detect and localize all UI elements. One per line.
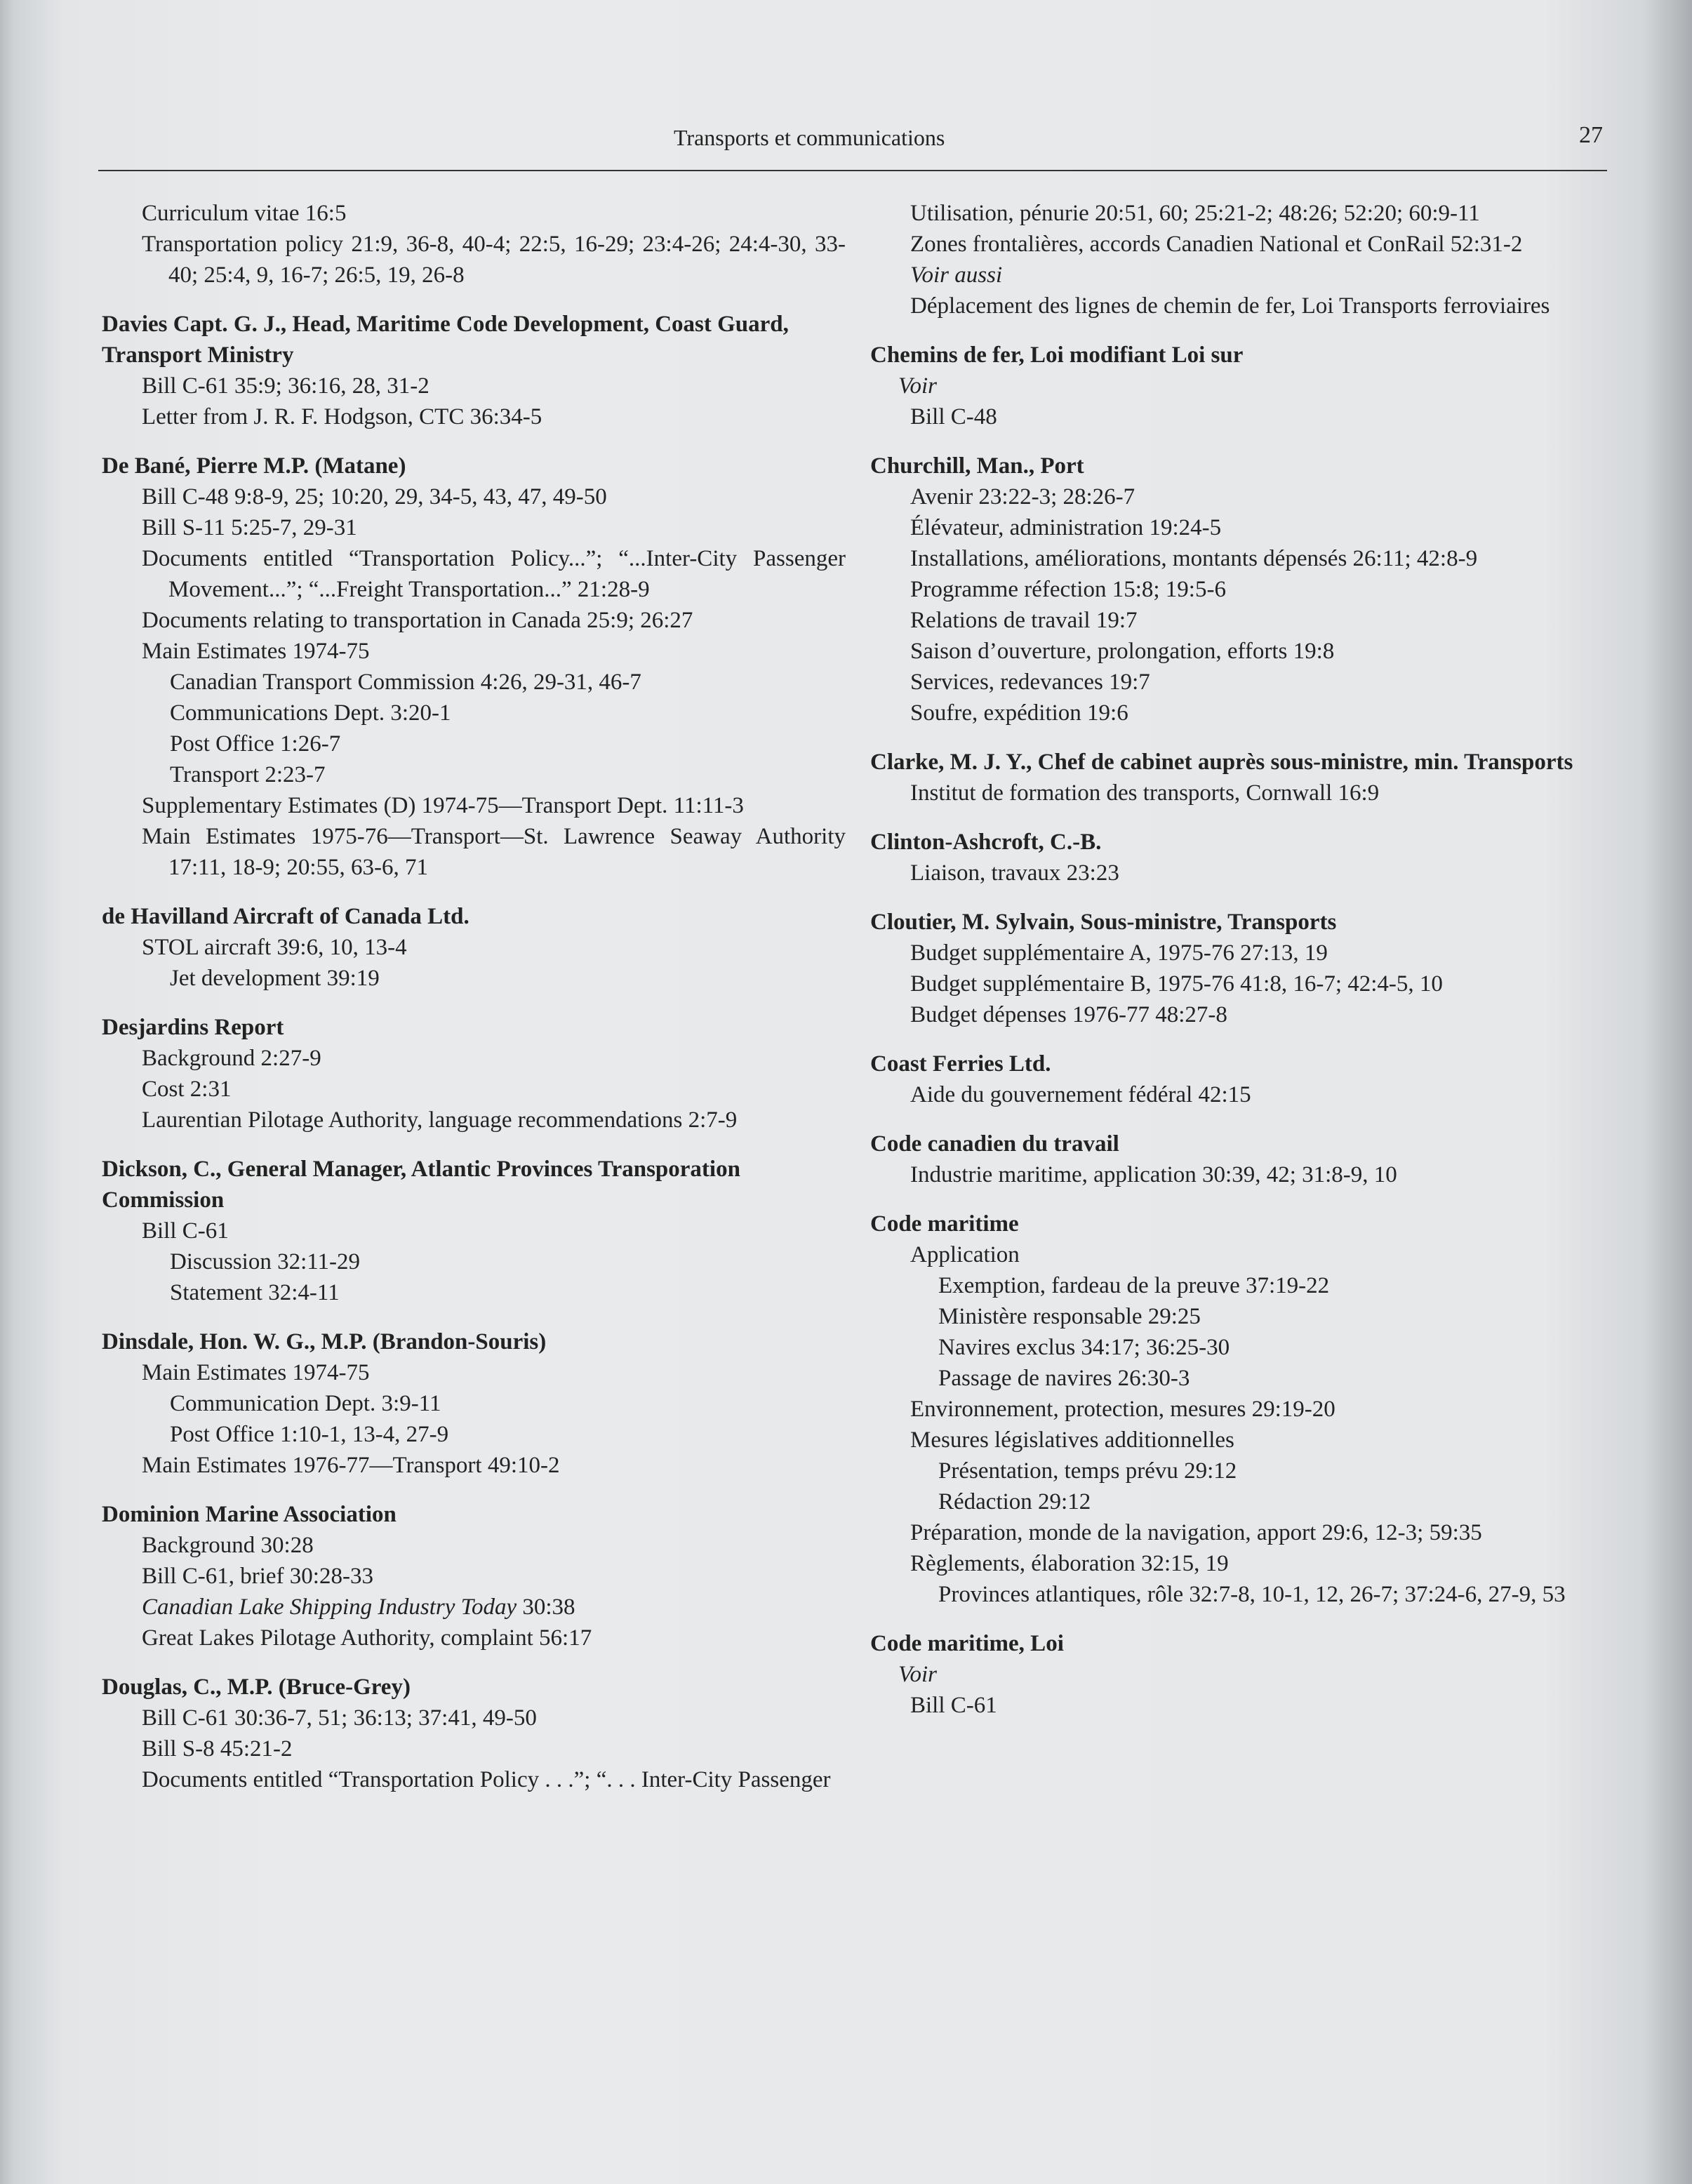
index-subentry: Great Lakes Pilotage Authority, complaint 56:17	[142, 1625, 592, 1651]
index-entry	[102, 1326, 846, 1481]
index-subentry: Budget supplémentaire A, 1975-76 27:13, 19	[910, 940, 1328, 966]
index-entry-heading: Cloutier, M. Sylvain, Sous-ministre, Transports	[870, 910, 1337, 935]
page-number: 27	[1579, 122, 1603, 148]
index-subentry: Main Estimates 1974-75	[142, 639, 370, 664]
index-subentry: Relations de travail 19:7	[910, 608, 1138, 633]
index-entry	[870, 198, 1607, 321]
index-subsubentry: Rédaction 29:12	[938, 1489, 1091, 1514]
index-entry	[102, 309, 846, 432]
index-entry	[102, 1499, 846, 1653]
index-entry	[870, 1048, 1607, 1110]
index-subentry: Bill S-8 45:21-2	[142, 1736, 293, 1762]
index-subsubentry: Présentation, temps prévu 29:12	[938, 1458, 1237, 1484]
index-subentry: Bill C-48	[910, 404, 997, 430]
index-subentry: Background 30:28	[142, 1533, 314, 1558]
index-subentry: Services, redevances 19:7	[910, 670, 1150, 695]
index-subentry: Documents entitled “Transportation Policy . . .”; “. . . Inter-City Passenger	[142, 1767, 831, 1792]
index-subentry: Règlements, élaboration 32:15, 19	[910, 1551, 1229, 1576]
index-entry-heading: Douglas, C., M.P. (Bruce-Grey)	[102, 1674, 411, 1700]
index-subsubentry: Transport 2:23-7	[170, 762, 326, 787]
index-subentry: Cost 2:31	[142, 1077, 232, 1102]
left-column	[102, 198, 846, 1813]
index-subentry: Canadian Lake Shipping Industry Today 30:38	[142, 1594, 575, 1620]
index-entry	[870, 1628, 1607, 1721]
index-entry-heading: Clinton-Ashcroft, C.-B.	[870, 830, 1102, 855]
index-entry-heading: Code maritime	[870, 1211, 1019, 1237]
index-subentry: Voir aussi	[910, 262, 1003, 288]
index-subentry: Bill C-61	[910, 1693, 997, 1718]
index-subsubentry: Communications Dept. 3:20-1	[170, 700, 451, 726]
index-subsubentry: Provinces atlantiques, rôle 32:7-8, 10-1, 12, 26-7; 37:24-6, 27-9, 53	[938, 1582, 1566, 1607]
index-entry-heading: Churchill, Man., Port	[870, 453, 1084, 479]
index-subentry: Environnement, protection, mesures 29:19-20	[910, 1397, 1335, 1422]
index-subsubentry: Canadian Transport Commission 4:26, 29-31, 46-7	[170, 670, 641, 695]
index-entry-heading: Clarke, M. J. Y., Chef de cabinet auprès sous-ministre, min. Transports	[870, 750, 1573, 775]
index-entry	[870, 907, 1607, 1030]
right-column	[870, 198, 1607, 1739]
index-subentry: Documents entitled “Transportation Policy...”; “...Inter-City Passenger Movement...”; “...Freight Transportation...” 21:28-9	[142, 546, 846, 602]
index-subsubentry: Passage de navires 26:30-3	[938, 1366, 1190, 1391]
index-subentry: Aide du gouvernement fédéral 42:15	[910, 1082, 1251, 1107]
index-subentry: Application	[910, 1242, 1020, 1267]
index-entry	[102, 198, 846, 291]
index-entry	[870, 1208, 1607, 1610]
index-subentry: Bill C-61 35:9; 36:16, 28, 31-2	[142, 373, 429, 399]
index-subentry: Main Estimates 1975-76—Transport—St. Lawrence Seaway Authority 17:11, 18-9; 20:55, 63-6, 71	[142, 824, 846, 880]
index-subsubentry: Exemption, fardeau de la preuve 37:19-22	[938, 1273, 1330, 1298]
index-subsubentry: Ministère responsable 29:25	[938, 1304, 1201, 1329]
index-subentry: Supplementary Estimates (D) 1974-75—Transport Dept. 11:11-3	[142, 793, 744, 818]
index-subsubentry: Post Office 1:26-7	[170, 731, 341, 757]
index-entry-heading: Code maritime, Loi	[870, 1631, 1064, 1656]
index-subsubentry: Statement 32:4-11	[170, 1280, 340, 1305]
index-subentry: Préparation, monde de la navigation, apport 29:6, 12-3; 59:35	[910, 1520, 1482, 1545]
index-subentry: Bill C-61, brief 30:28-33	[142, 1564, 373, 1589]
index-subsubentry: Communication Dept. 3:9-11	[170, 1391, 441, 1416]
index-subentry: Letter from J. R. F. Hodgson, CTC 36:34-5	[142, 404, 542, 430]
index-entry-heading: Dinsdale, Hon. W. G., M.P. (Brandon-Souris)	[102, 1329, 547, 1354]
index-subentry: Budget dépenses 1976-77 48:27-8	[910, 1002, 1227, 1027]
index-entry	[870, 340, 1607, 432]
index-entry-heading: Davies Capt. G. J., Head, Maritime Code Development, Coast Guard, Transport Ministry	[102, 312, 789, 368]
index-subentry: Institut de formation des transports, Cornwall 16:9	[910, 780, 1380, 806]
index-subentry: Soufre, expédition 19:6	[910, 700, 1128, 726]
index-subentry: Mesures législatives additionnelles	[910, 1427, 1234, 1453]
index-subentry: Élévateur, administration 19:24-5	[910, 515, 1222, 540]
index-subentry: Bill C-48 9:8-9, 25; 10:20, 29, 34-5, 43, 47, 49-50	[142, 484, 607, 510]
header-rule	[98, 170, 1607, 171]
index-subentry: Programme réfection 15:8; 19:5-6	[910, 577, 1226, 602]
index-subentry: Voir	[898, 1662, 938, 1687]
index-subentry: Avenir 23:22-3; 28:26-7	[910, 484, 1135, 510]
index-entry	[870, 827, 1607, 888]
index-subentry: Main Estimates 1976-77—Transport 49:10-2	[142, 1453, 560, 1478]
index-subentry: Industrie maritime, application 30:39, 42; 31:8-9, 10	[910, 1162, 1397, 1187]
running-head: Transports et communications	[674, 125, 945, 150]
index-subentry: Zones frontalières, accords Canadien National et ConRail 52:31-2	[910, 232, 1523, 257]
index-entry	[870, 1128, 1607, 1190]
index-subentry: Transportation policy 21:9, 36-8, 40-4; 22:5, 16-29; 23:4-26; 24:4-30, 33-40; 25:4, 9, 16-7; 26:5, 19, 26-8	[142, 232, 846, 288]
index-subsubentry: Discussion 32:11-29	[170, 1249, 361, 1274]
index-subentry: Bill C-61	[142, 1218, 229, 1244]
index-entry	[870, 451, 1607, 728]
index-entry-heading: Desjardins Report	[102, 1015, 284, 1040]
index-subentry: Saison d’ouverture, prolongation, efforts 19:8	[910, 639, 1335, 664]
index-subentry: Utilisation, pénurie 20:51, 60; 25:21-2; 48:26; 52:20; 60:9-11	[910, 201, 1480, 226]
index-subentry: Background 2:27-9	[142, 1046, 321, 1071]
index-subentry: STOL aircraft 39:6, 10, 13-4	[142, 935, 407, 960]
index-subentry: Bill S-11 5:25-7, 29-31	[142, 515, 357, 540]
index-entry	[870, 747, 1607, 808]
index-entry	[102, 1672, 846, 1795]
index-subentry: Liaison, travaux 23:23	[910, 860, 1119, 886]
index-entry	[102, 1012, 846, 1136]
index-entry	[102, 901, 846, 994]
index-subentry: Bill C-61 30:36-7, 51; 36:13; 37:41, 49-50	[142, 1705, 537, 1731]
index-subsubentry: Post Office 1:10-1, 13-4, 27-9	[170, 1422, 449, 1447]
index-subsubentry: Jet development 39:19	[170, 966, 380, 991]
index-entry-heading: Code canadien du travail	[870, 1131, 1119, 1157]
index-entry-heading: Chemins de fer, Loi modifiant Loi sur	[870, 342, 1244, 368]
index-entry-heading: De Bané, Pierre M.P. (Matane)	[102, 453, 406, 479]
index-entry	[102, 1154, 846, 1308]
index-subsubentry: Navires exclus 34:17; 36:25-30	[938, 1335, 1230, 1360]
index-subentry: Installations, améliorations, montants dépensés 26:11; 42:8-9	[910, 546, 1478, 571]
index-subentry: Main Estimates 1974-75	[142, 1360, 370, 1385]
index-subentry: Déplacement des lignes de chemin de fer, Loi Transports ferroviaires	[910, 293, 1550, 319]
index-subentry: Documents relating to transportation in Canada 25:9; 26:27	[142, 608, 693, 633]
index-subentry: Curriculum vitae 16:5	[142, 201, 347, 226]
index-entry-heading: Dickson, C., General Manager, Atlantic Provinces Transporation Commission	[102, 1157, 740, 1213]
index-subentry: Voir	[898, 373, 938, 399]
index-entry-heading: Dominion Marine Association	[102, 1502, 397, 1527]
index-subentry: Laurentian Pilotage Authority, language recommendations 2:7-9	[142, 1107, 738, 1133]
index-subentry: Budget supplémentaire B, 1975-76 41:8, 16-7; 42:4-5, 10	[910, 971, 1443, 997]
index-entry-heading: Coast Ferries Ltd.	[870, 1051, 1051, 1077]
index-entry	[102, 451, 846, 883]
index-entry-heading: de Havilland Aircraft of Canada Ltd.	[102, 904, 469, 929]
